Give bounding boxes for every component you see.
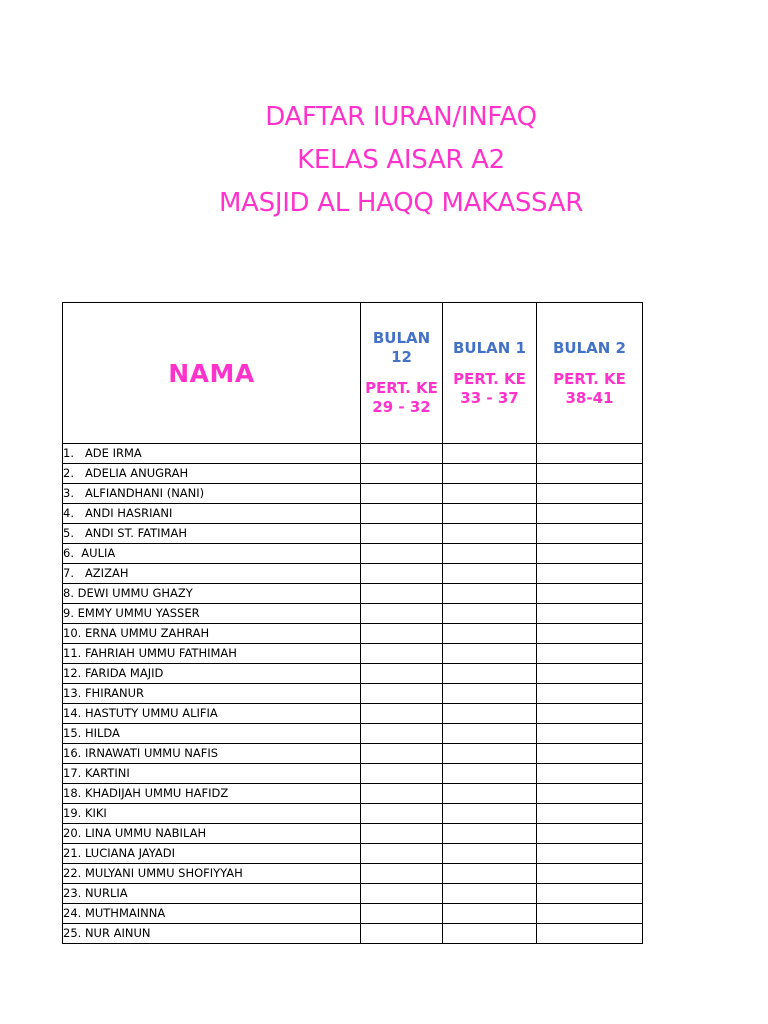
payment-cell[interactable]	[537, 444, 643, 464]
table-row	[63, 664, 643, 684]
payment-cell[interactable]	[361, 744, 443, 764]
title-line-2: KELAS AISAR A2	[297, 145, 505, 175]
member-name: 12. FARIDA MAJID	[63, 664, 361, 684]
roster-body	[63, 444, 643, 944]
payment-cell[interactable]	[537, 704, 643, 724]
payment-cell[interactable]	[537, 724, 643, 744]
member-name: 1. ADE IRMA	[63, 444, 361, 464]
payment-cell[interactable]	[361, 624, 443, 644]
bulan-label: BULAN 2	[553, 338, 626, 357]
title-line-3: MASJID AL HAQQ MAKASSAR	[219, 188, 583, 218]
payment-cell[interactable]	[537, 564, 643, 584]
member-name: 24. MUTHMAINNA	[63, 904, 361, 924]
payment-cell[interactable]	[537, 484, 643, 504]
payment-cell[interactable]	[361, 724, 443, 744]
payment-cell[interactable]	[537, 924, 643, 944]
payment-cell[interactable]	[361, 804, 443, 824]
table-row	[63, 784, 643, 804]
payment-cell[interactable]	[443, 864, 537, 884]
table-row	[63, 764, 643, 784]
payment-cell[interactable]	[537, 784, 643, 804]
member-name: 2. ADELIA ANUGRAH	[63, 464, 361, 484]
member-name: 19. KIKI	[63, 804, 361, 824]
pert-label: PERT. KE 33 - 37	[453, 369, 526, 407]
payment-cell[interactable]	[537, 804, 643, 824]
table-row	[63, 484, 643, 504]
payment-cell[interactable]	[443, 844, 537, 864]
payment-cell[interactable]	[361, 764, 443, 784]
table-row	[63, 544, 643, 564]
payment-cell[interactable]	[361, 584, 443, 604]
payment-cell[interactable]	[443, 624, 537, 644]
payment-cell[interactable]	[537, 884, 643, 904]
member-name: 22. MULYANI UMMU SHOFIYYAH	[63, 864, 361, 884]
table-row	[63, 604, 643, 624]
table-row	[63, 724, 643, 744]
payment-cell[interactable]	[537, 544, 643, 564]
member-name: 23. NURLIA	[63, 884, 361, 904]
payment-cell[interactable]	[361, 644, 443, 664]
payment-cell[interactable]	[537, 864, 643, 884]
payment-cell[interactable]	[443, 544, 537, 564]
table-row	[63, 744, 643, 764]
table-row	[63, 844, 643, 864]
table-row	[63, 684, 643, 704]
payment-cell[interactable]	[361, 504, 443, 524]
member-name: 21. LUCIANA JAYADI	[63, 844, 361, 864]
payment-cell[interactable]	[537, 524, 643, 544]
table-row	[63, 704, 643, 724]
table-row	[63, 464, 643, 484]
payment-cell[interactable]	[443, 684, 537, 704]
payment-cell[interactable]	[537, 744, 643, 764]
member-name: 15. HILDA	[63, 724, 361, 744]
payment-cell[interactable]	[361, 884, 443, 904]
payment-cell[interactable]	[361, 464, 443, 484]
payment-cell[interactable]	[443, 584, 537, 604]
payment-cell[interactable]	[537, 904, 643, 924]
payment-cell[interactable]	[443, 564, 537, 584]
payment-cell[interactable]	[537, 844, 643, 864]
member-name: 11. FAHRIAH UMMU FATHIMAH	[63, 644, 361, 664]
pert-label: PERT. KE 29 - 32	[365, 379, 438, 416]
payment-cell[interactable]	[443, 604, 537, 624]
payment-cell[interactable]	[361, 864, 443, 884]
payment-cell[interactable]	[443, 884, 537, 904]
payment-cell[interactable]	[443, 664, 537, 684]
payment-cell[interactable]	[361, 564, 443, 584]
member-name: 13. FHIRANUR	[63, 684, 361, 704]
member-name: 6. AULIA	[63, 544, 361, 564]
payment-cell[interactable]	[443, 764, 537, 784]
payment-cell[interactable]	[537, 504, 643, 524]
payment-cell[interactable]	[361, 544, 443, 564]
member-name: 10. ERNA UMMU ZAHRAH	[63, 624, 361, 644]
table-row	[63, 864, 643, 884]
table-row	[63, 644, 643, 664]
payment-cell[interactable]	[443, 724, 537, 744]
payment-roster-table	[62, 302, 643, 944]
payment-cell[interactable]	[443, 464, 537, 484]
payment-cell[interactable]	[443, 744, 537, 764]
payment-cell[interactable]	[361, 824, 443, 844]
table-row	[63, 444, 643, 464]
payment-cell[interactable]	[537, 644, 643, 664]
month-column-header-1	[361, 303, 443, 444]
member-name: 20. LINA UMMU NABILAH	[63, 824, 361, 844]
nama-column-header: NAMA	[63, 303, 361, 444]
table-row	[63, 624, 643, 644]
payment-cell[interactable]	[537, 764, 643, 784]
member-name: 8. DEWI UMMU GHAZY	[63, 584, 361, 604]
payment-cell[interactable]	[361, 904, 443, 924]
payment-cell[interactable]	[361, 524, 443, 544]
member-name: 17. KARTINI	[63, 764, 361, 784]
member-name: 7. AZIZAH	[63, 564, 361, 584]
table-row	[63, 504, 643, 524]
table-row	[63, 904, 643, 924]
table-row	[63, 584, 643, 604]
payment-cell[interactable]	[537, 824, 643, 844]
payment-cell[interactable]	[361, 444, 443, 464]
table-row	[63, 804, 643, 824]
payment-cell[interactable]	[443, 704, 537, 724]
member-name: 5. ANDI ST. FATIMAH	[63, 524, 361, 544]
table-row	[63, 564, 643, 584]
table-row	[63, 524, 643, 544]
payment-cell[interactable]	[443, 524, 537, 544]
month-column-header-2	[443, 303, 537, 444]
payment-cell[interactable]	[443, 924, 537, 944]
table-row	[63, 884, 643, 904]
member-name: 9. EMMY UMMU YASSER	[63, 604, 361, 624]
payment-cell[interactable]	[443, 644, 537, 664]
pert-label: PERT. KE 38-41	[553, 369, 626, 407]
month-column-header-3	[537, 303, 643, 444]
document-title	[0, 96, 768, 225]
table-row	[63, 824, 643, 844]
member-name: 14. HASTUTY UMMU ALIFIA	[63, 704, 361, 724]
bulan-label: BULAN 1	[453, 338, 526, 357]
payment-cell[interactable]	[361, 664, 443, 684]
payment-cell[interactable]	[537, 664, 643, 684]
table-header-row	[63, 303, 643, 444]
payment-cell[interactable]	[361, 604, 443, 624]
payment-cell[interactable]	[443, 444, 537, 464]
payment-cell[interactable]	[443, 804, 537, 824]
member-name: 3. ALFIANDHANI (NANI)	[63, 484, 361, 504]
payment-cell[interactable]	[537, 624, 643, 644]
payment-cell[interactable]	[361, 784, 443, 804]
payment-cell[interactable]	[537, 684, 643, 704]
bulan-label: BULAN 12	[372, 329, 431, 366]
payment-cell[interactable]	[361, 704, 443, 724]
payment-cell[interactable]	[361, 924, 443, 944]
member-name: 16. IRNAWATI UMMU NAFIS	[63, 744, 361, 764]
payment-cell[interactable]	[361, 844, 443, 864]
payment-cell[interactable]	[537, 464, 643, 484]
payment-cell[interactable]	[537, 584, 643, 604]
member-name: 25. NUR AINUN	[63, 924, 361, 944]
payment-cell[interactable]	[361, 484, 443, 504]
payment-cell[interactable]	[537, 604, 643, 624]
table-row	[63, 924, 643, 944]
payment-cell[interactable]	[361, 684, 443, 704]
payment-cell[interactable]	[443, 824, 537, 844]
payment-cell[interactable]	[443, 904, 537, 924]
member-name: 4. ANDI HASRIANI	[63, 504, 361, 524]
payment-cell[interactable]	[443, 784, 537, 804]
title-line-1: DAFTAR IURAN/INFAQ	[265, 102, 537, 132]
payment-cell[interactable]	[443, 504, 537, 524]
payment-cell[interactable]	[443, 484, 537, 504]
member-name: 18. KHADIJAH UMMU HAFIDZ	[63, 784, 361, 804]
